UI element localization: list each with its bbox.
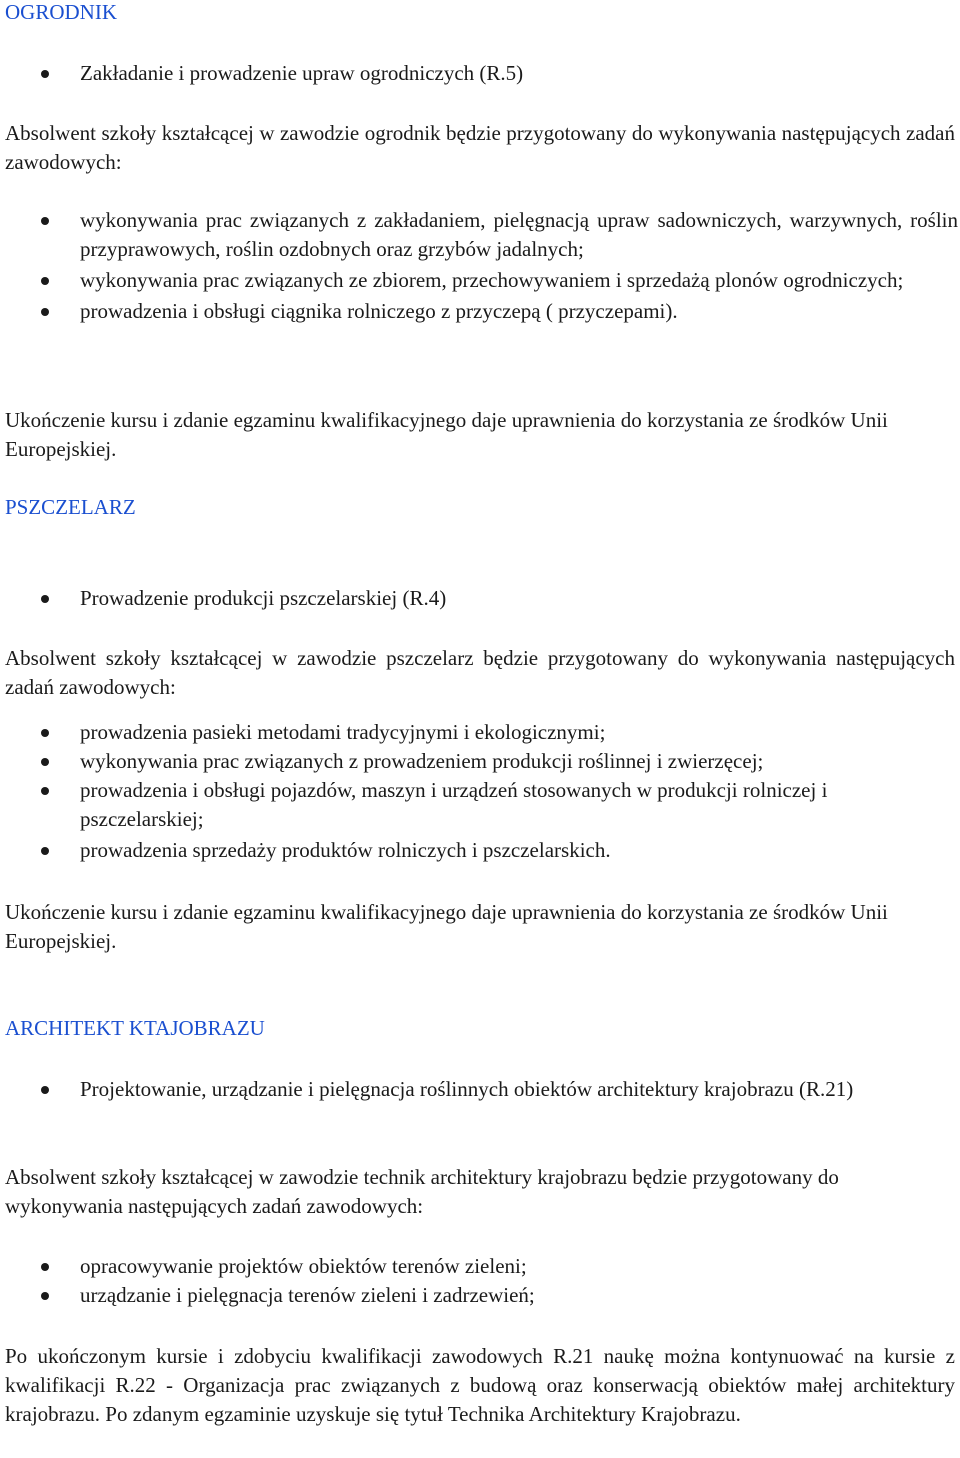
list-item (0, 59, 958, 88)
bullet-icon (41, 729, 49, 737)
bullet-icon (41, 595, 49, 603)
bullet-icon (41, 277, 49, 285)
list-item (0, 1281, 958, 1310)
section-intro-ogrodnik: Absolwent szkoły kształcącej w zawodzie ogrodnik będzie przygotowany do wykonywania następujących zadań zawodowych: (5, 121, 955, 174)
task-text: wykonywania prac związanych ze zbiorem, przechowywaniem i sprzedażą plonów ogrodniczych; (80, 268, 904, 292)
program-name: Projektowanie, urządzanie i pielęgnacja roślinnych obiektów architektury krajobrazu (R.21) (80, 1077, 854, 1101)
bullet-icon (41, 1086, 49, 1094)
bullet-icon (41, 217, 49, 225)
list-item (0, 718, 958, 747)
task-list-architekt (0, 1252, 960, 1310)
program-name: Zakładanie i prowadzenie upraw ogrodniczych (R.5) (80, 61, 524, 85)
section-intro-pszczelarz: Absolwent szkoły kształcącej w zawodzie pszczelarz będzie przygotowany do wykonywania następujących zadań zawodowych: (5, 646, 955, 699)
bullet-icon (41, 1263, 49, 1271)
section-title-pszczelarz: PSZCZELARZ (5, 495, 136, 519)
list-item (0, 836, 958, 865)
section-note-ogrodnik: Ukończenie kursu i zdanie egzaminu kwalifikacyjnego daje uprawnienia do korzystania ze środków Unii Europejskiej. (5, 408, 888, 461)
section-title-ogrodnik: OGRODNIK (5, 0, 117, 24)
task-text: wykonywania prac związanych z zakładaniem, pielęgnacją upraw sadowniczych, warzywnych, roślin przyprawowych, roślin ozdobnych oraz grzybów jadalnych; (80, 208, 958, 261)
list-item (0, 266, 958, 295)
list-item (0, 297, 958, 326)
task-text: prowadzenia pasieki metodami tradycyjnymi i ekologicznymi; (80, 720, 606, 744)
list-item (0, 1252, 958, 1281)
section-title-architekt: ARCHITEKT KTAJOBRAZU (5, 1016, 265, 1040)
task-text: prowadzenia sprzedaży produktów rolniczych i pszczelarskich. (80, 838, 611, 862)
section-note-architekt: Po ukończonym kursie i zdobyciu kwalifikacji zawodowych R.21 naukę można kontynuować na kursie z kwalifikacji R.22 - Organizacja prac związanych z budową oraz konserwacją obiektów małej architektury krajobrazu. Po zdanym egzaminie uzyskuje się tytuł Technika Architektury Krajobrazu. (5, 1344, 955, 1426)
bullet-icon (41, 758, 49, 766)
task-list-pszczelarz (0, 718, 960, 865)
list-item (0, 1075, 958, 1104)
bullet-icon (41, 70, 49, 78)
task-text: urządzanie i pielęgnacja terenów zieleni i zadrzewień; (80, 1283, 535, 1307)
bullet-icon (41, 308, 49, 316)
program-list-pszczelarz (0, 584, 960, 613)
program-list-architekt (0, 1075, 960, 1104)
list-item (0, 206, 958, 264)
task-text: prowadzenia i obsługi ciągnika rolniczego z przyczepą ( przyczepami). (80, 299, 678, 323)
task-text: prowadzenia i obsługi pojazdów, maszyn i urządzeń stosowanych w produkcji rolniczej i pszczelarskiej; (80, 778, 828, 831)
task-text: opracowywanie projektów obiektów terenów zieleni; (80, 1254, 527, 1278)
program-name: Prowadzenie produkcji pszczelarskiej (R.4) (80, 586, 447, 610)
bullet-icon (41, 1292, 49, 1300)
task-list-ogrodnik (0, 206, 960, 326)
section-note-pszczelarz: Ukończenie kursu i zdanie egzaminu kwalifikacyjnego daje uprawnienia do korzystania ze środków Unii Europejskiej. (5, 900, 888, 953)
list-item (0, 776, 960, 834)
list-item (0, 584, 958, 613)
bullet-icon (41, 787, 49, 795)
bullet-icon (41, 847, 49, 855)
task-text: wykonywania prac związanych z prowadzeniem produkcji roślinnej i zwierzęcej; (80, 749, 764, 773)
list-item (0, 747, 958, 776)
program-list-ogrodnik (0, 59, 960, 88)
section-intro-architekt: Absolwent szkoły kształcącej w zawodzie technik architektury krajobrazu będzie przygotowany do wykonywania następujących zadań zawodowych: (5, 1165, 839, 1218)
